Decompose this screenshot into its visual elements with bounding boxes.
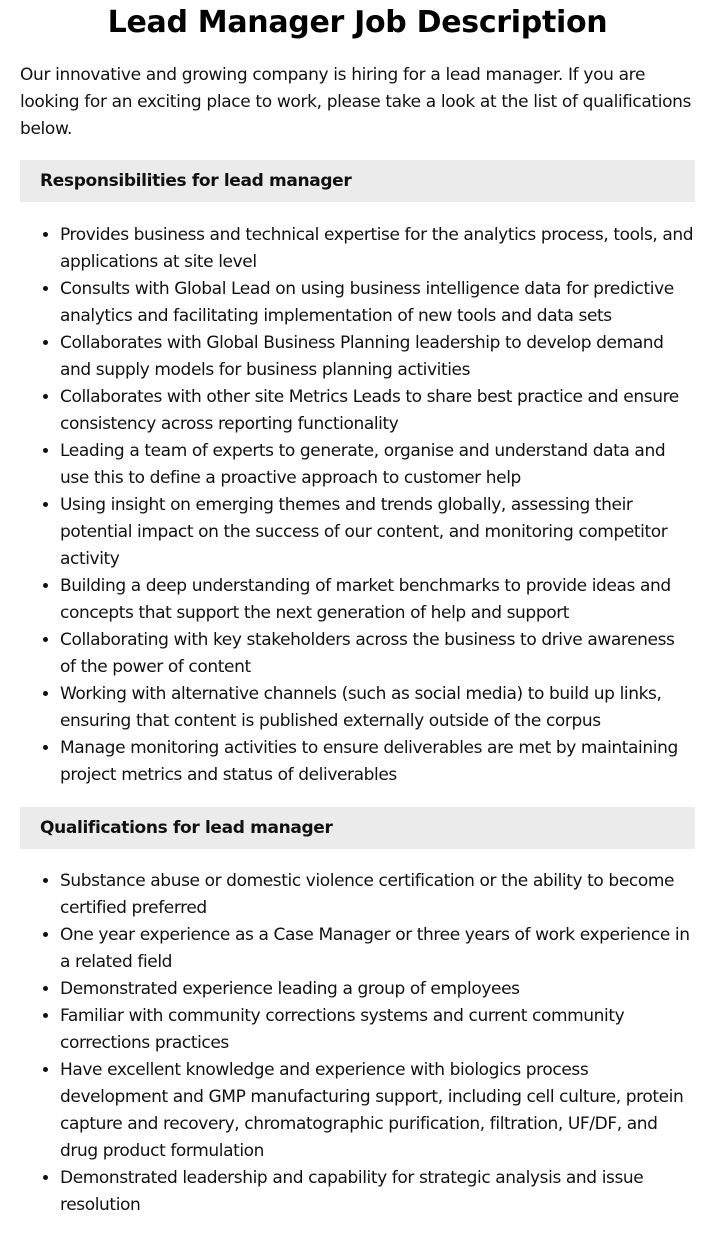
qualification-item: • Familiar with community corrections systems and current community corrections practices [60,1003,695,1057]
responsibility-item: • Working with alternative channels (such as social media) to build up links, ensuring that content is published externally outside of the corpus [60,681,695,735]
qualification-item: • One year experience as a Case Manager or three years of work experience in a related field [60,922,695,976]
qualification-item: • Have excellent knowledge and experience with biologics process development and GMP manufacturing support, including cell culture, protein capture and recovery, chromatographic purification, filtration, UF/DF, and drug product formulation [60,1057,695,1165]
responsibility-item: • Manage monitoring activities to ensure deliverables are met by maintaining project metrics and status of deliverables [60,735,695,789]
responsibilities-heading: Responsibilities for lead manager [20,160,695,202]
responsibility-item: • Collaborates with other site Metrics Leads to share best practice and ensure consistency across reporting functionality [60,384,695,438]
responsibility-item: • Leading a team of experts to generate, organise and understand data and use this to define a proactive approach to customer help [60,438,695,492]
page-title: Lead Manager Job Description [107,5,608,40]
responsibilities-list [20,222,695,789]
intro-paragraph: Our innovative and growing company is hiring for a lead manager. If you are looking for an exciting place to work, please take a look at the list of qualifications below. [20,65,692,139]
responsibility-item: • Using insight on emerging themes and trends globally, assessing their potential impact on the success of our content, and monitoring competitor activity [60,492,695,573]
qualifications-list [20,868,695,1219]
responsibility-item: • Provides business and technical expertise for the analytics process, tools, and applications at site level [60,222,695,276]
qualification-item: • Demonstrated leadership and capability for strategic analysis and issue resolution [60,1165,695,1219]
responsibility-item: • Collaborates with Global Business Planning leadership to develop demand and supply models for business planning activities [60,330,695,384]
responsibility-item: • Collaborating with key stakeholders across the business to drive awareness of the power of content [60,627,695,681]
responsibility-item: • Building a deep understanding of market benchmarks to provide ideas and concepts that support the next generation of help and support [60,573,695,627]
qualification-item: • Demonstrated experience leading a group of employees [60,976,695,1003]
qualification-item: • Substance abuse or domestic violence certification or the ability to become certified preferred [60,868,695,922]
qualifications-heading: Qualifications for lead manager [20,807,695,849]
responsibility-item: • Consults with Global Lead on using business intelligence data for predictive analytics and facilitating implementation of new tools and data sets [60,276,695,330]
